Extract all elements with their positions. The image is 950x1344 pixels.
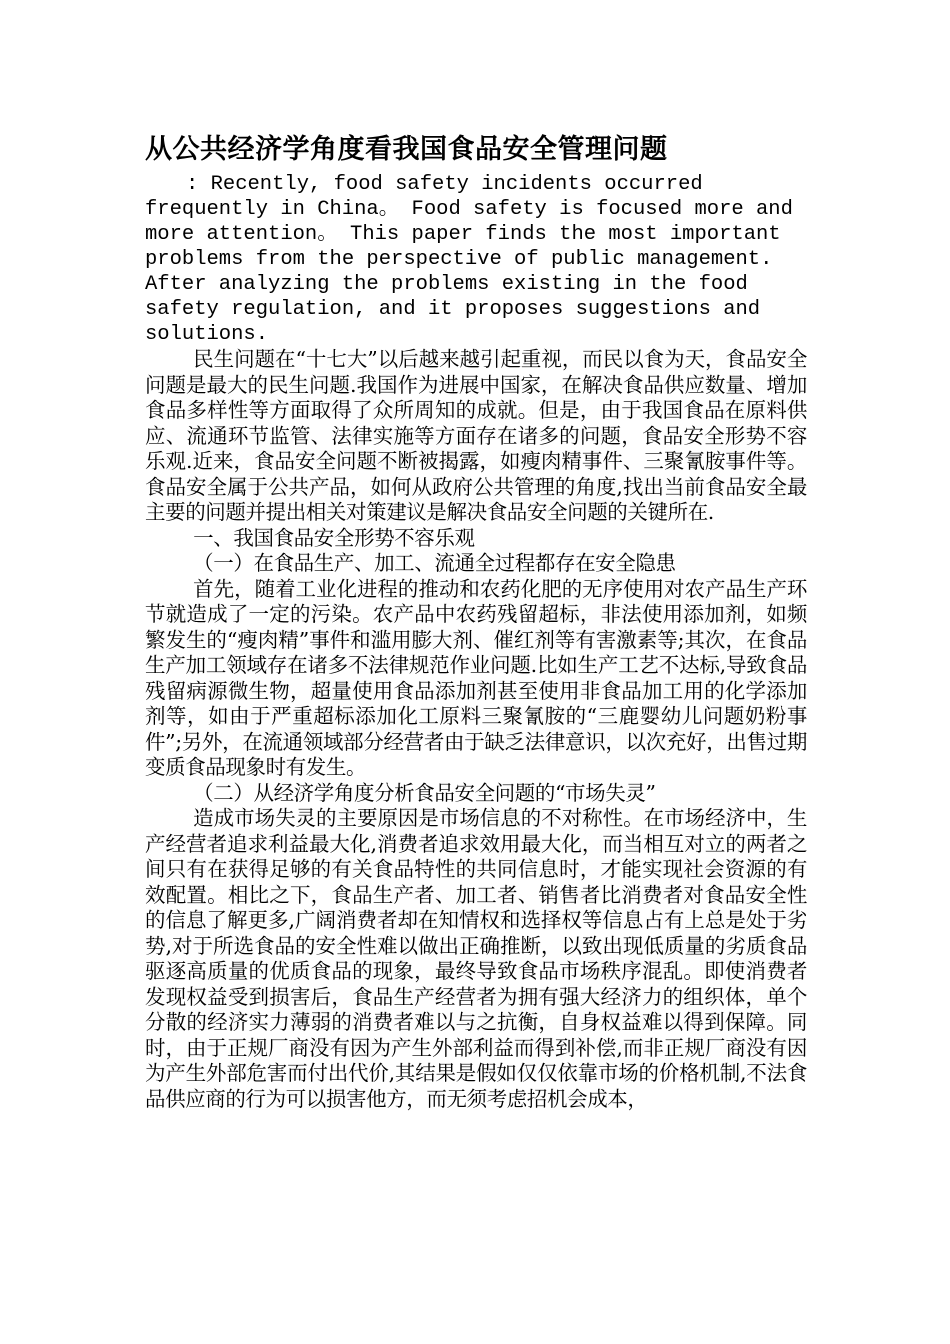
document-title: 从公共经济学角度看我国食品安全管理问题 (145, 134, 668, 165)
body-paragraph: 首先，随着工业化进程的推动和农药化肥的无序使用对农产品生产环节就造成了一定的污染。农产品中农药残留超标，非法使用添加剂，如频繁发生的“瘦肉精”事件和滥用膨大剂、催红剂等有害激素等;其次，在食品生产加工领域存在诸多不法律规范作业问题.比如生产工艺不达标,导致食品残留病源微生物，超量使用食品添加剂甚至使用非食品加工用的化学添加剂等，如由于严重超标添加化工原料三聚氰胺的“三鹿婴幼儿问题奶粉事件”;另外，在流通领域部分经营者由于缺乏法律意识，以次充好，出售过期变质食品现象时有发生。 (145, 576, 807, 779)
body-paragraph: 造成市场失灵的主要原因是市场信息的不对称性。在市场经济中，生产经营者追求利益最大化,消费者追求效用最大化，而当相互对立的两者之间只有在获得足够的有关食品特性的共同信息时，才能实现社会资源的有效配置。相比之下，食品生产者、加工者、销售者比消费者对食品安全性的信息了解更多,广阔消费者却在知情权和选择权等信息占有上总是处于劣势,对于所选食品的安全性难以做出正确推断，以致出现低质量的劣质食品驱逐高质量的优质食品的现象，最终导致食品市场秩序混乱。即使消费者发现权益受到损害后，食品生产经营者为拥有强大经济力的组织体，单个分散的经济实力薄弱的消费者难以与之抗衡，自身权益难以得到保障。同时，由于正规厂商没有因为产生外部利益而得到补偿,而非正规厂商没有因为产生外部危害而付出代价,其结果是假如仅仅依靠市场的价格机制,不法食品供应商的行为可以损害他方，而无须考虑招机会成本， (145, 806, 807, 1111)
subsection-heading-2: （二）从经济学角度分析食品安全问题的“市场失灵” (193, 780, 656, 805)
subsection-heading-1: （一）在食品生产、加工、流通全过程都存在安全隐患 (193, 551, 676, 575)
english-abstract: : Recently, food safety incidents occurred frequently in China。 Food safety is focused more and more attention。 This paper finds the most important problems from the perspective of public management. After analyzing the problems existing in the food safety regulation, and it proposes suggestions and solutions. (145, 173, 793, 346)
intro-paragraph: 民生问题在“十七大”以后越来越引起重视，而民以食为天，食品安全问题是最大的民生问题.我国作为进展中国家，在解决食品供应数量、增加食品多样性等方面取得了众所周知的成就。但是，由于我国食品在原料供应、流通环节监管、法律实施等方面存在诸多的问题，食品安全形势不容乐观.近来，食品安全问题不断被揭露，如瘦肉精事件、三聚氰胺事件等。食品安全属于公共产品，如何从政府公共管理的角度,找出当前食品安全最主要的问题并提出相关对策建议是解决食品安全问题的关键所在. (145, 347, 807, 524)
document-page (145, 128, 807, 1112)
section-heading-1: 一、我国食品安全形势不容乐观 (193, 525, 475, 550)
